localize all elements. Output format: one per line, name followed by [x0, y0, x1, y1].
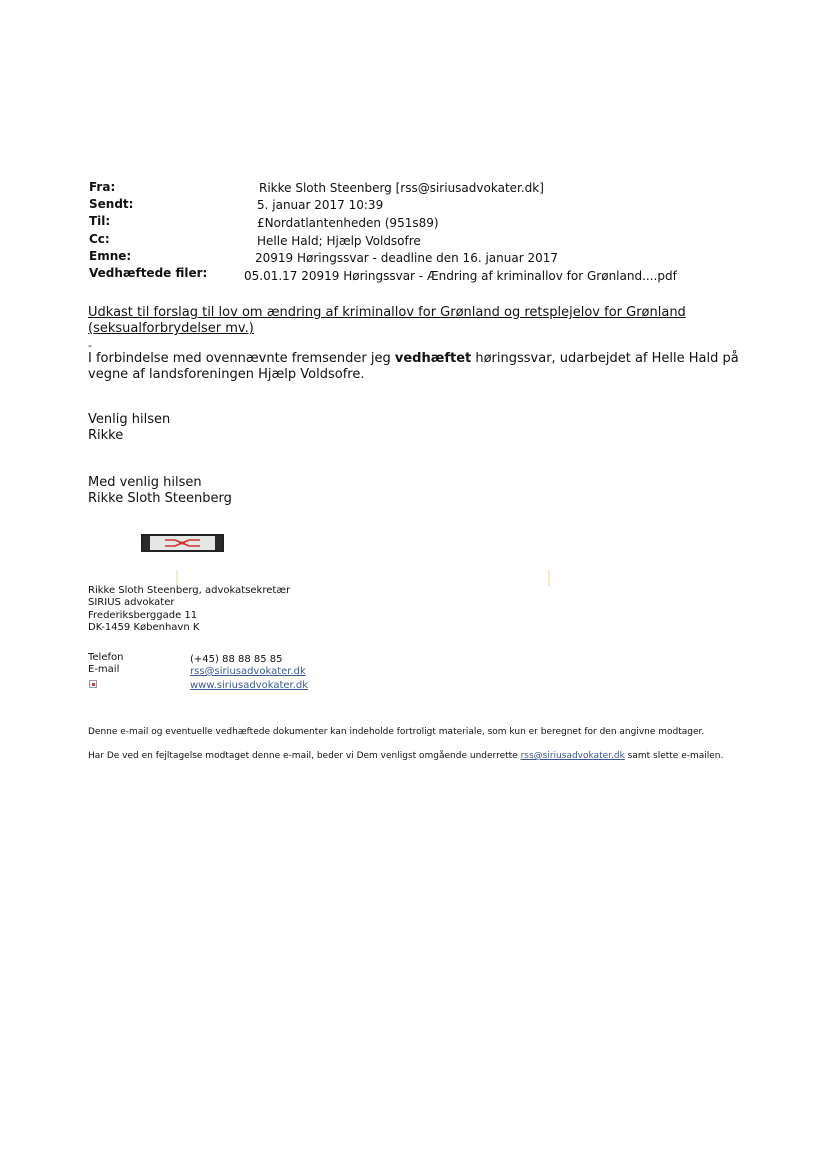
disclaimer-email-link[interactable]: rss@siriusadvokater.dk [520, 751, 625, 761]
logo-right-bar [215, 536, 222, 550]
greeting1-line2: Rikke [88, 428, 124, 443]
scan-artifact [176, 570, 178, 586]
signature-name-title: Rikke Sloth Steenberg, advokatsekretær [88, 585, 291, 596]
greeting2-line1: Med venlig hilsen [88, 475, 202, 490]
disclaimer-text-end: samt slette e-mailen. [624, 751, 724, 761]
intro-text-start: I forbindelse med ovennævnte fremsender jeg [88, 351, 395, 366]
logo-mark-icon [143, 536, 222, 550]
disclaimer-line2 [88, 750, 738, 762]
phone-value: (+45) 88 88 85 85 [190, 654, 283, 665]
disclaimer-line1: Denne e-mail og eventuelle vedhæftede dokumenter kan indeholde fortroligt materiale, som kun er beregnet for den angivne modtager. [88, 727, 705, 737]
separator-dash: - [88, 339, 92, 352]
phone-label: Telefon [88, 652, 124, 663]
scan-artifact [548, 570, 550, 586]
subject-value: 20919 Høringssvar - deadline den 16. januar 2017 [255, 251, 558, 265]
greeting2-line2: Rikke Sloth Steenberg [88, 491, 232, 506]
to-label: Til: [89, 214, 111, 228]
signature-street: Frederiksberggade 11 [88, 610, 198, 621]
from-label: Fra: [89, 180, 116, 194]
broken-image-icon [89, 680, 97, 688]
body-subject-line: Udkast til forslag til lov om ændring af kriminallov for Grønland og retsplejelov for Grønland (seksualforbrydelser mv.) [88, 305, 686, 336]
intro-text-end: høringssvar, udarbejdet af Helle Hald på vegne af landsforeningen Hjælp Voldsofre. [88, 351, 739, 382]
sent-value: 5. januar 2017 10:39 [257, 198, 384, 212]
cc-label: Cc: [89, 232, 110, 246]
email-label: E-mail [88, 664, 120, 675]
website-link[interactable]: www.siriusadvokater.dk [190, 680, 309, 691]
disclaimer-text-start: Har De ved en fejltagelse modtaget denne e-mail, beder vi Dem venligst omgående underrette [88, 751, 521, 761]
attachment-link[interactable]: 05.01.17 20919 Høringssvar - Ændring af kriminallov for Grønland....pdf [244, 269, 677, 283]
sirius-logo-icon [141, 534, 224, 552]
cc-value: Helle Hald; Hjælp Voldsofre [257, 234, 421, 248]
from-value: Rikke Sloth Steenberg [rss@siriusadvokater.dk] [259, 181, 544, 195]
email-link[interactable]: rss@siriusadvokater.dk [190, 666, 306, 677]
to-value: £Nordatlantenheden (951s89) [257, 216, 439, 230]
attachments-label: Vedhæftede filer: [89, 266, 208, 280]
sent-label: Sendt: [89, 197, 134, 211]
intro-paragraph [88, 351, 748, 383]
subject-label: Emne: [89, 249, 132, 263]
intro-text-bold: vedhæftet [394, 351, 472, 366]
greeting1-line1: Venlig hilsen [88, 412, 171, 427]
signature-city: DK-1459 København K [88, 622, 200, 633]
signature-company: SIRIUS advokater [88, 597, 175, 608]
